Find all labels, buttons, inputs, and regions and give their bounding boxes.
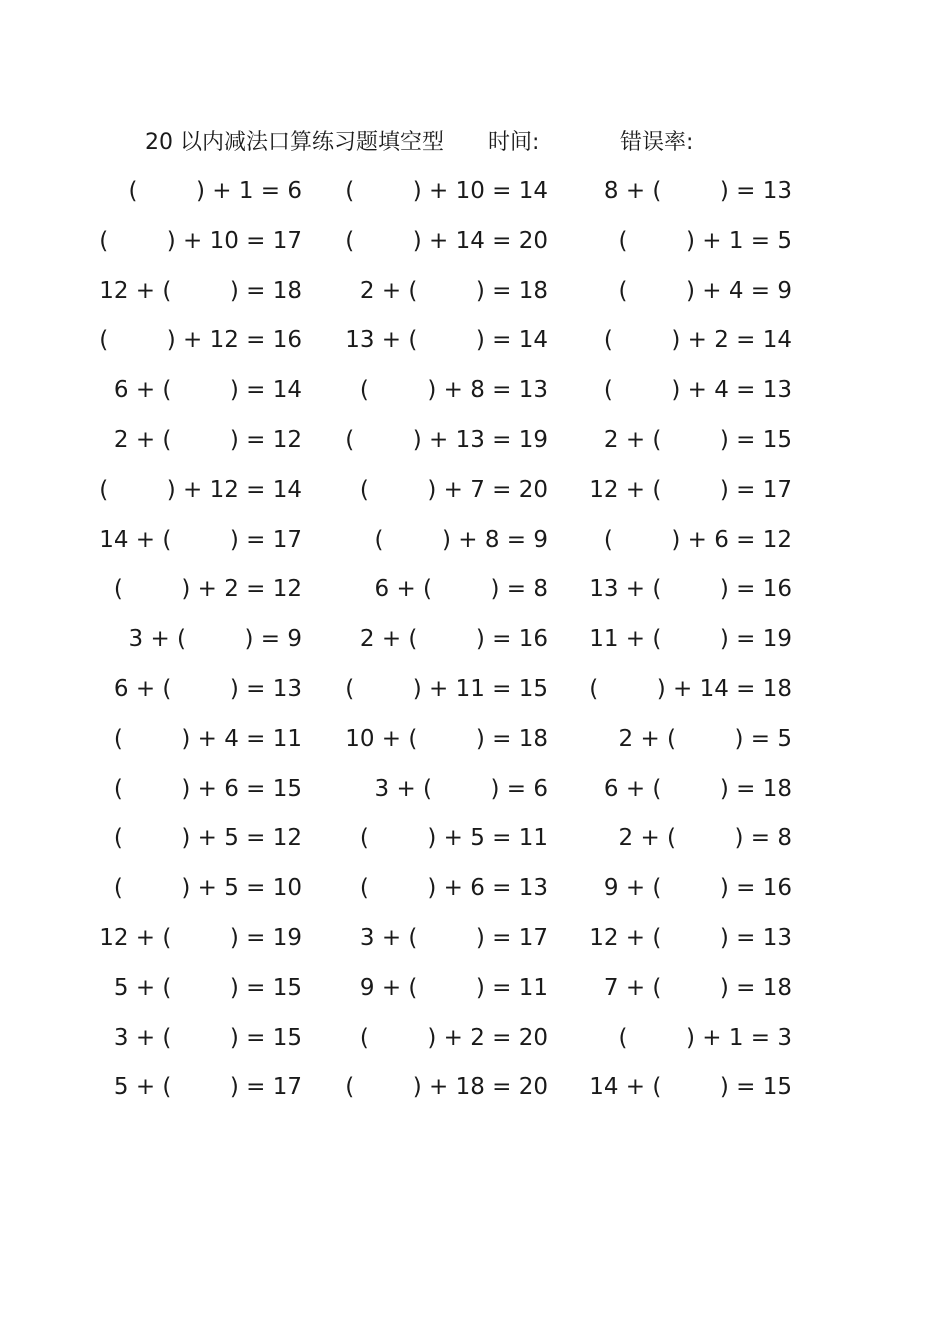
- problem-item: ( ) + 12 = 16: [99, 327, 302, 354]
- problem-item: ( ) + 2 = 14: [603, 327, 792, 354]
- problem-row: [99, 274, 830, 324]
- problem-row: [113, 423, 830, 473]
- problem-row: [113, 871, 830, 921]
- problem-item: 12 + ( ) = 13: [589, 924, 792, 951]
- problem-item: 6 + ( ) = 8: [374, 576, 548, 603]
- problem-item: 3 + ( ) = 6: [374, 775, 548, 802]
- problem-row: [113, 373, 830, 423]
- problem-item: 6 + ( ) = 14: [113, 377, 302, 404]
- problem-row: [99, 224, 830, 274]
- problem-item: ( ) + 12 = 14: [99, 476, 302, 503]
- problem-row: [113, 722, 830, 772]
- problem-item: 2 + ( ) = 8: [618, 825, 792, 852]
- problem-row: [99, 473, 830, 523]
- problem-item: 14 + ( ) = 15: [589, 1074, 792, 1101]
- problem-item: ( ) + 14 = 18: [589, 675, 792, 702]
- problem-item: 5 + ( ) = 15: [113, 974, 302, 1001]
- problem-item: ( ) + 5 = 10: [113, 875, 302, 902]
- problem-item: 14 + ( ) = 17: [99, 526, 302, 553]
- problem-item: 2 + ( ) = 5: [618, 725, 792, 752]
- problem-item: ( ) + 5 = 12: [113, 825, 302, 852]
- problem-item: ( ) + 5 = 11: [359, 825, 548, 852]
- problem-item: 9 + ( ) = 16: [603, 875, 792, 902]
- worksheet-header: [145, 126, 845, 160]
- problem-row: [130, 174, 830, 224]
- problem-item: 2 + ( ) = 16: [359, 626, 548, 653]
- problem-item: 12 + ( ) = 17: [589, 476, 792, 503]
- problem-item: 5 + ( ) = 17: [113, 1074, 302, 1101]
- problem-item: 12 + ( ) = 19: [99, 924, 302, 951]
- problem-item: 6 + ( ) = 13: [113, 675, 302, 702]
- problem-item: 10 + ( ) = 18: [345, 725, 548, 752]
- problem-item: 6 + ( ) = 18: [603, 775, 792, 802]
- problem-item: ( ) + 11 = 15: [345, 675, 548, 702]
- time-label: 时间:: [488, 130, 540, 155]
- problem-item: ( ) + 6 = 13: [359, 875, 548, 902]
- problem-item: ( ) + 8 = 13: [359, 377, 548, 404]
- problem-item: ( ) + 13 = 19: [345, 426, 548, 453]
- problem-row: [113, 672, 830, 722]
- problem-item: ( ) + 1 = 3: [618, 1024, 792, 1051]
- problem-item: 3 + ( ) = 9: [128, 626, 302, 653]
- problem-item: ( ) + 2 = 12: [113, 576, 302, 603]
- problem-item: 13 + ( ) = 14: [345, 327, 548, 354]
- problem-item: ( ) + 14 = 20: [345, 227, 548, 254]
- problem-item: 12 + ( ) = 18: [99, 277, 302, 304]
- problem-item: ( ) + 10 = 17: [99, 227, 302, 254]
- problem-item: 7 + ( ) = 18: [603, 974, 792, 1001]
- problem-item: ( ) + 1 = 6: [128, 178, 302, 204]
- problem-item: ( ) + 2 = 20: [359, 1024, 548, 1051]
- error-rate-label: 错误率:: [620, 130, 694, 155]
- problem-item: 2 + ( ) = 18: [359, 277, 548, 304]
- problem-row: [130, 622, 830, 672]
- problem-row: [113, 772, 830, 822]
- problem-item: ( ) + 6 = 12: [603, 526, 792, 553]
- problem-item: ( ) + 4 = 9: [618, 277, 792, 304]
- worksheet-title: 20 以内减法口算练习题填空型: [145, 130, 444, 155]
- problem-item: ( ) + 4 = 11: [113, 725, 302, 752]
- problem-item: 13 + ( ) = 16: [589, 576, 792, 603]
- problem-row: [113, 1021, 830, 1071]
- problem-row: [113, 572, 830, 622]
- problem-item: 2 + ( ) = 12: [113, 426, 302, 453]
- problem-grid: [99, 174, 830, 1120]
- problem-row: [113, 1070, 830, 1120]
- problem-item: 3 + ( ) = 15: [113, 1024, 302, 1051]
- problem-row: [113, 971, 830, 1021]
- problem-item: ( ) + 10 = 14: [345, 178, 548, 204]
- problem-item: 8 + ( ) = 13: [603, 178, 792, 204]
- problem-row: [99, 323, 830, 373]
- problem-item: ( ) + 18 = 20: [345, 1074, 548, 1101]
- problem-item: ( ) + 6 = 15: [113, 775, 302, 802]
- problem-item: ( ) + 4 = 13: [603, 377, 792, 404]
- problem-item: ( ) + 1 = 5: [618, 227, 792, 254]
- problem-item: 11 + ( ) = 19: [589, 626, 792, 653]
- problem-row: [99, 523, 830, 573]
- problem-row: [113, 821, 830, 871]
- problem-item: 9 + ( ) = 11: [359, 974, 548, 1001]
- problem-item: 3 + ( ) = 17: [359, 924, 548, 951]
- problem-item: ( ) + 7 = 20: [359, 476, 548, 503]
- problem-item: ( ) + 8 = 9: [374, 526, 548, 553]
- problem-row: [99, 921, 830, 971]
- problem-item: 2 + ( ) = 15: [603, 426, 792, 453]
